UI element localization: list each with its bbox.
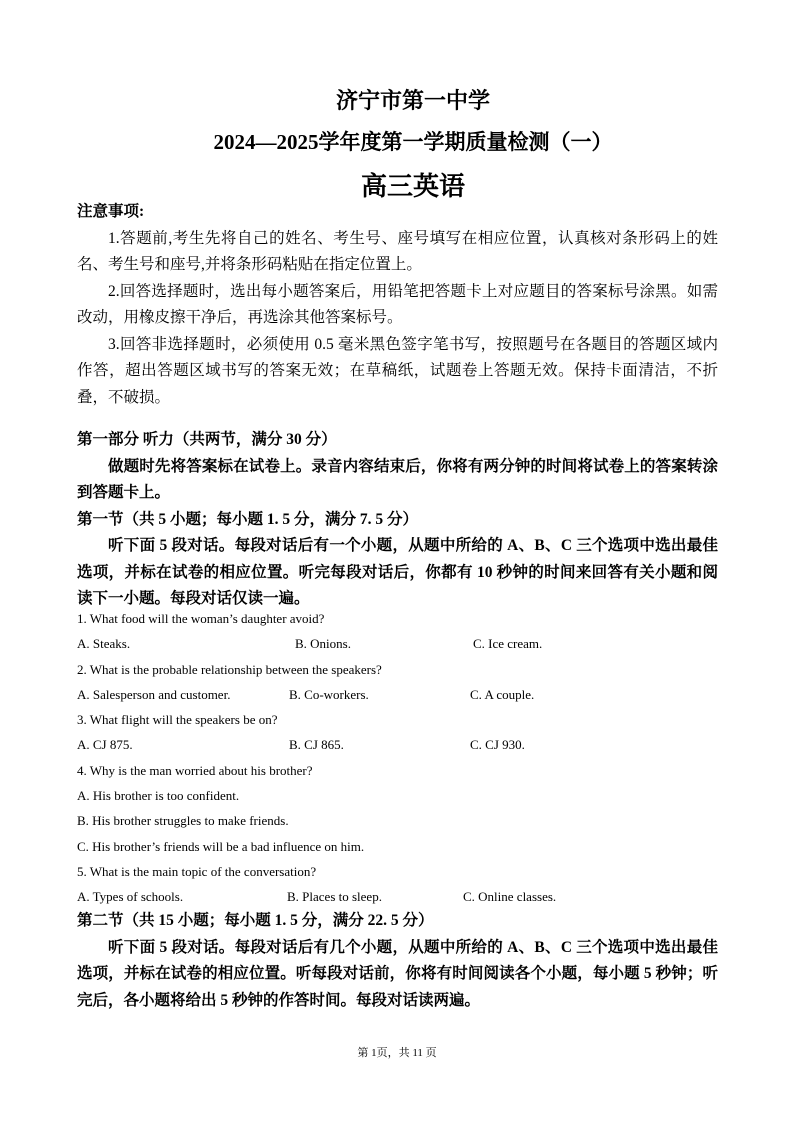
option-text: C. His brother’s friends will be a bad influence on him.: [77, 838, 365, 854]
section1-heading: 第一节（共 5 小题；每小题 1. 5 分，满分 7. 5 分）: [77, 510, 419, 528]
note-item: 2.回答选择题时，选出每小题答案后，用铅笔把答题卡上对应题目的答案标号涂黑。如需改动，用橡皮擦干净后，再选涂其他答案标号。: [77, 282, 718, 326]
option-a: A. Types of schools.: [77, 889, 184, 905]
option-c: C. Online classes.: [463, 889, 557, 905]
exam-title: 2024—2025学年度第一学期质量检测（一）: [213, 130, 613, 154]
question-1: [77, 606, 718, 631]
question-text: 1. What food will the woman’s daughter avoid?: [77, 611, 325, 626]
subject-title: 高三英语: [360, 172, 465, 201]
options-3: [77, 732, 718, 757]
note-item: 3.回答非选择题时，必须使用 0.5 毫米黑色签字笔书写，按照题号在各题目的答题区域内作答，超出答题区域书写的答案无效；在草稿纸，试题卷上答题无效。保持卡面清洁，不折叠，不破损。: [77, 335, 718, 406]
option-c: C. CJ 930.: [470, 737, 525, 753]
option-b: [77, 808, 718, 833]
part1-section: [77, 427, 718, 613]
school-name: 济宁市第一中学: [335, 88, 490, 113]
option-text: B. His brother struggles to make friends.: [77, 813, 289, 829]
question-5: [77, 859, 718, 884]
question-2: [77, 657, 718, 682]
option-c: [77, 834, 718, 859]
note-item: 1.答题前,考生先将自己的姓名、考生号、座号填写在相应位置，认真核对条形码上的姓名、考生号和座号,并将条形码粘贴在指定位置上。: [77, 229, 718, 273]
questions-list: [77, 606, 718, 910]
part1-instruction: 做题时先将答案标在试卷上。录音内容结束后，你将有两分钟的时间将试卷上的答案转涂到答题卡上。: [77, 457, 718, 501]
option-a: A. Steaks.: [77, 636, 131, 652]
options-1: [77, 631, 718, 656]
question-4: [77, 758, 718, 783]
question-text: 3. What flight will the speakers be on?: [77, 712, 278, 728]
section2-instruction: 听下面 5 段对话。每段对话后有几个小题，从题中所给的 A、B、C 三个选项中选出最佳选项，并标在试卷的相应位置。听每段对话前，你将有时间阅读各个小题，每小题 5 秒钟；听完后，各小题将给出 5 秒钟的作答时间。每段对话读两遍。: [77, 938, 718, 1009]
option-c: C. A couple.: [470, 686, 535, 702]
option-b: B. Places to sleep.: [287, 889, 382, 905]
option-b: B. CJ 865.: [289, 737, 344, 753]
options-5: [77, 884, 718, 909]
option-c: C. Ice cream.: [473, 636, 543, 652]
notes-section: [77, 199, 718, 411]
question-3: [77, 707, 718, 732]
part1-heading: 第一部分 听力（共两节，满分 30 分）: [77, 431, 337, 448]
option-a: A. Salesperson and customer.: [77, 686, 231, 702]
option-a: A. CJ 875.: [77, 737, 133, 753]
option-text: A. His brother is too confident.: [77, 788, 240, 804]
option-b: B. Co-workers.: [289, 686, 369, 702]
section1-instruction: 听下面 5 段对话。每段对话后有一个小题，从题中所给的 A、B、C 三个选项中选出最佳选项，并标在试卷的相应位置。听完每段对话后，你都有 10 秒钟的时间来回答有关小题和阅读下一小题。每段对话仅读一遍。: [77, 537, 718, 607]
option-b: B. Onions.: [295, 636, 351, 652]
page-number: 第 1页，共 11 页: [357, 1047, 437, 1059]
section2: [77, 908, 718, 1014]
notes-heading: 注意事项:: [77, 203, 145, 220]
options-2: [77, 682, 718, 707]
question-text: 2. What is the probable relationship between the speakers?: [77, 661, 382, 677]
option-a: [77, 783, 718, 808]
question-text: 5. What is the main topic of the conversation?: [77, 863, 317, 879]
question-text: 4. Why is the man worried about his brother?: [77, 762, 313, 778]
section2-heading: 第二节（共 15 小题；每小题 1. 5 分，满分 22. 5 分）: [77, 912, 434, 929]
